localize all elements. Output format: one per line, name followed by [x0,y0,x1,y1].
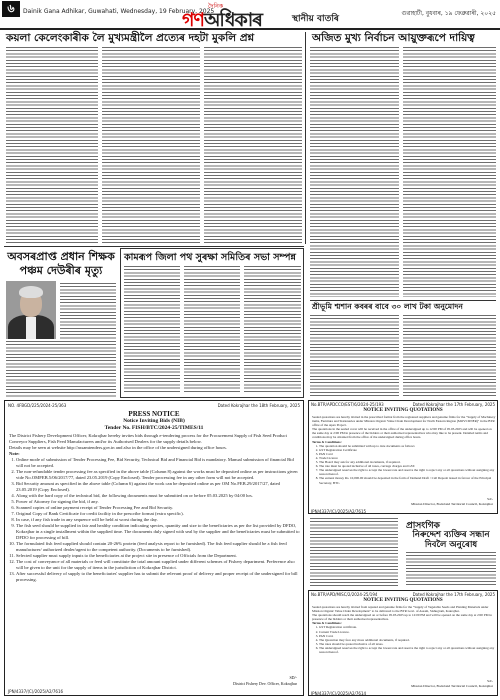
notice-item: 7. The undersigned reserves the right to accept the lowest rate and reserve the right to reject any or all quotations without assigning any reason thereof. [319,468,496,476]
missing-person-box [402,518,498,588]
notice-item: 13. After successful delivery of supply to the beneficiaries' supplier has to submit the relevant proof of delivery and proper receipt of the undersigned for bill processing. [16,571,301,583]
notice-title: NOTICE INVITING QUOTATIONS [363,598,443,603]
notice-intro: The District Fishery Development Officer, Kokrajhar hereby invites bids through e-tendering process for the Procurement Supply of Fish Seed Product Conveyor Suppliers, Fish Feed Manufacturers and/or its Authorised Dealers for the supply details below. [9,433,287,444]
notice-title: NOTICE INVITING QUOTATIONS [363,408,443,413]
notice-ref-number: No.BTR/APD/MISC/2/2024-25/194 [311,592,378,597]
notice-item: 2. Current Trade Licence. [319,630,496,634]
center-headline: কামৰূপ জিলা পথ সুৰক্ষা সমিতিৰ সভা সম্পন্ন [124,252,296,263]
lead-story-col1 [6,47,98,243]
notice-item: 1. Online mode of submission of Tender Processing Fee, Bid Security, Technical Bid and Financial Bid is mandatory. Manual submission of financial Bid will not be accepted. [16,457,301,469]
missing-person-text [406,552,496,586]
daily-label: দৈনিক [208,3,224,10]
notice-intro-2: The quotations in the sealed cover will be received in the office of the undersigned up to 12:00 PM of 05.03.2025 and will be opened on the same day at 2:00 PM in presence of the bidders or their authorised representatives who may like to be present. Detailed terms and conditions may be obtained from the office of the undersigned during office hours. [312,427,492,440]
obituary-text-right [60,283,116,339]
english-date: Dainik Gana Adhikar, Guwahati, Wednesday, 19 February, 2025 [23,8,215,15]
notice-note-label: Note: [9,451,20,456]
notice-item: 3. PAN Card [319,452,496,456]
notice-item: 10. The formulated fish feed supplied should contain 20-26% protein (feed analysis report to be furnished). The fish feed supplier should be a fish feed manufacturer/ authorized dealer/agent to the competent authority. (Documents to be furnished). [16,541,301,553]
lead-story-col2 [102,47,200,243]
center-story-col3 [244,266,301,394]
right-story-col2 [403,315,496,396]
notice-item: 7. Original Copy of Bank Certificate for credit facility in the prescribe format (extra specific). [16,511,301,517]
second-headline: অজিত মুখ্য নিৰ্বাচন আয়ুক্তৰূপে দায়িত্ব [312,32,475,44]
notice-item: 5. The Board may ask for any additional documents, if required. [319,460,496,464]
section-divider [310,300,496,301]
press-notice-quotation-2 [308,590,498,696]
notice-intro-2: Details may be seen at website http://assamtenders.gov.in and also in the office of the undersigned during office hours. [9,445,227,450]
notice-intro: Sealed quotations are hereby invited in the prescribed format from the registered suppliers and genuine firms for the "Supply of Machinery items, Furniture and Stationeries under Mission Organic Value Chain Development for North Eastern Region (MOVCDNER)" in the BTR office of the Apex Project. [312,415,496,428]
notice-subtitle: Notice Inviting Bids (NIB) [123,418,185,424]
notice-item: 5. The rates should be quoted inclusive of all taxes. [319,642,496,646]
notice-signature: SD/- [289,675,297,680]
masthead [0,0,500,30]
notice-item: 9. The fish seed should be supplied in fair and healthy condition indicating species, quantity and size to the beneficiaries as per the list provided by DFDO, Kokrajhar in a single installment within the supplied time. The documents duly signed with seal by the supplier and the beneficiaries must be submitted to DFDO for processing of bill. [16,523,301,541]
notice-terms-label: Terms & Conditions: [312,439,342,444]
notice-tender-number: Tender No. FISH/BTC/2024-25/TIMES/11 [104,425,204,431]
notice-item: 3. Bid Security amount as specified in the above table (Column 6) against the work can be deposited online as per OM No.FEB.29/2017/27, dated 23.05.2019 (Copy Enclosed). [16,481,301,493]
lead-story-col3 [204,47,302,243]
context-label: প্ৰাসংগিক [406,521,440,531]
notice-item: 2. GST Registration Certificate [319,448,496,452]
notice-item: 6. The rate must be quoted inclusive of all taxes, carriage charges and GST. [319,464,496,468]
notice-item: 8. The earnest money Rs. 10,000.00 should be deposited in the form of Demand Draft / Call Deposit issued in favour of the Principal Secretary, BTC. [319,476,496,484]
notice-signature: Sd/- [487,679,493,683]
notice-terms-label: Terms & Conditions: [312,621,342,626]
notice-item: 3. PAN Card. [319,634,496,638]
column-rule [305,32,306,244]
notice-body [312,605,496,654]
notice-ref-number: NO. 4FBGD/225/2024-25/363 [8,403,67,408]
notice-item: 1. The quotation should be submitted with up to date documents as follows [319,444,496,448]
notice-item: 12. The cost of conveyance of all materials or feed will constitute the total amount supplied under different schemes of Fishery department. Preference also will be given to the unit for the supply of items in the jurisdiction of Kokrajhar District. [16,559,301,571]
newspaper-name-part1: গণ [182,9,204,31]
notice-items [9,457,301,583]
right-story-col1 [310,315,399,396]
notice-item: 5. Power of Attorney for signing the bid, if any. [16,499,301,505]
section-divider [4,246,304,247]
notice-signatory: Mission Director, Bodoland Territorial Council, Kokrajhar [411,502,493,506]
obituary-text-bottom [6,341,116,397]
bottom-mid-text [310,518,398,586]
press-notice-quotation-1 [308,400,498,514]
newspaper-name-part2: অধিকাৰ [203,9,262,31]
notice-item: 2. The non-refundable tender processing fee as specified in the above table (Column 8) against the works must be deposited online as per instructions given vide No.OMFEB.5/06/2017/77, dated 23.05.2019 (Copy Enclosed). Tender processing fee in any other form will not be accepted. [16,469,301,481]
second-story-col1 [310,47,399,297]
press-notice-tender [4,400,304,696]
page-number: ৬ [2,1,20,17]
notice-item: 4. Along with the hard copy of the technical bid, the following documents must be submitted on or before 05.03.2025 by 04:00 hrs. [16,493,301,499]
assamese-date: গুৱাহাটী, বুধবাৰ, ১৯ ফেব্ৰুৱাৰী, ২০২৫ [401,10,496,17]
notice-ref-date: Dated Kokrajhar the 17th February, 2025 [412,592,495,597]
notice-items [312,444,496,485]
notice-item: 4. The Quotation may face any more additional documents, if required. [319,638,496,642]
notice-item: 8. In case, if any fish trade in any sequence will be held at worst during the day. [16,517,301,523]
notice-intro-2: The quotations should reach the undersigned on or before 05.03.2025 up to 12:00 PM and will be opened on the same day at 2:00 PM in presence of the bidders or their authorised representatives. [312,613,492,622]
notice-body [9,433,301,583]
notice-footer: JPN/4337/(C)/2025/A2/7616 [8,689,64,694]
notice-ref-date: Dated Kokrajhar the 17th February, 2025 [412,402,495,407]
notice-item: 1. GST Registration certificate. [319,625,496,629]
notice-item: 4. Trade Licence [319,456,496,460]
notice-ref-date: Dated Kokrajhar the 18th February, 2025 [217,403,300,408]
notice-item: 6. The undersigned reserves the right to accept the lowest rate and reserve the right to reject any or all quotations without assigning any reason thereof. [319,646,496,654]
notice-body [312,415,496,485]
bottom-right-headline: নিৰুদ্দেশ ব্যক্তিৰ সন্ধান দিবলৈ অনুৰোধ [412,530,490,550]
obituary-headline: অবসৰপ্ৰাপ্ত প্ৰধান শিক্ষক পঞ্চম দেউৰীৰ মৃত্যু [7,250,115,277]
section-label: স্থানীয় বাতৰি [292,14,339,24]
notice-footer: JPN/4337/(C)/2025/A2/7614 [311,691,367,696]
notice-title: PRESS NOTICE [128,410,180,418]
center-story-col1 [124,266,180,394]
notice-signatory: Mission Director, Bodoland Territorial Council, Kokrajhar [411,684,493,688]
second-story-col2 [403,47,496,297]
right-headline: শ্ৰীভূমি শ্মশান কবৰৰ বাবে ৩০ লাখ টকা অনুমোদন [312,302,463,311]
notice-ref-number: No.BTR/APDCCO/EST/6/2024-25/193 [311,402,384,407]
notice-intro: Sealed quotations are hereby invited from reputed and genuine firms for the "Supply of Vegetable Seeds and Planting Materials under Mission Organic Value Chain Development" to be delivered to the BTR Govt. of Assam, Sishugram, Kokrajhar. [312,605,489,614]
center-story-col2 [184,266,240,394]
notice-signature: Sd/- [487,497,493,501]
notice-item: 11. Selected supplier must supply inputs to the beneficiaries at the project site in presence of Officials from the Department. [16,553,301,559]
obituary-photo [6,281,56,339]
notice-item: 6. Scanned copies of online payment receipt of Tender Processing Fee and Bid Security. [16,505,301,511]
lead-headline: কয়লা কেলেংকাৰীক লৈ মুখ্যমন্ত্ৰীলৈ প্ৰত্যেৰ দহটা মুকলি প্ৰশ্ন [6,32,255,44]
notice-signatory: District Fishery Dev. Officer, Kokrajhar [233,681,297,686]
notice-footer: JPN/4337/(C)/2025/A2/7615 [311,509,367,514]
notice-items [312,625,496,654]
